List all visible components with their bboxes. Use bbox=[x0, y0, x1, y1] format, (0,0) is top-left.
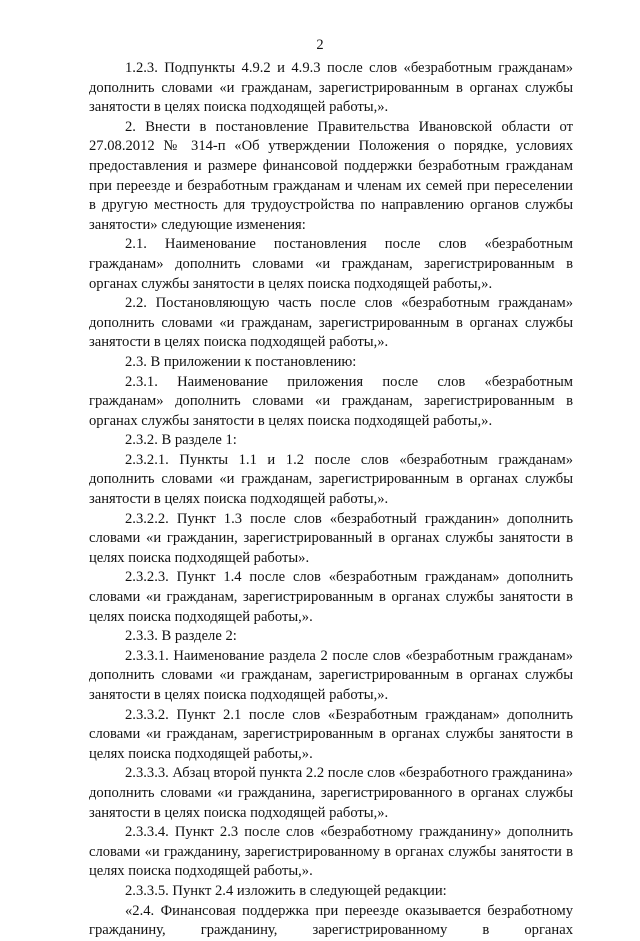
page-number: 2 bbox=[316, 37, 324, 53]
paragraph-2-1: 2.1. Наименование постановления после слов «безработным гражданам» дополнить словами «и гражданам, зарегистрированным в органах службы занятости в целях поиска подходящей работы,». bbox=[89, 236, 573, 292]
paragraph-2-3-3-5: 2.3.3.5. Пункт 2.4 изложить в следующей редакции: bbox=[125, 882, 447, 899]
paragraph-1-2-3: 1.2.3. Подпункты 4.9.2 и 4.9.3 после слов «безработным гражданам» дополнить словами «и гражданам, зарегистрированным в органах службы занятости в целях поиска подходящей работы,». bbox=[89, 60, 573, 116]
paragraph-2-3: 2.3. В приложении к постановлению: bbox=[125, 353, 357, 370]
paragraph-2-3-3-4: 2.3.3.4. Пункт 2.3 после слов «безработному гражданину» дополнить словами «и гражданину, зарегистрированному в органах службы занятости в целях поиска подходящей работы,». bbox=[89, 824, 573, 880]
paragraph-2-3-3: 2.3.3. В разделе 2: bbox=[125, 628, 237, 645]
paragraph-2-3-3-3: 2.3.3.3. Абзац второй пункта 2.2 после слов «безработного гражданина» дополнить словами «и гражданина, зарегистрированного в органах службы занятости в целях поиска подходящей работы,». bbox=[89, 765, 574, 821]
paragraph-2-3-2-2: 2.3.2.2. Пункт 1.3 после слов «безработный гражданин» дополнить словами «и гражданин, зарегистрированный в органах службы занятости в целях поиска подходящей работы». bbox=[89, 510, 573, 566]
paragraph-2-3-2: 2.3.2. В разделе 1: bbox=[125, 432, 237, 449]
paragraph-2-3-2-1: 2.3.2.1. Пункты 1.1 и 1.2 после слов «безработным гражданам» дополнить словами «и гражданам, зарегистрированным в органах службы занятости в целях поиска подходящей работы,». bbox=[89, 451, 573, 508]
paragraph-2: 2. Внести в постановление Правительства Ивановской области от 27.08.2012 № 314-п «Об утверждении Положения о порядке, условиях предоставления и размере финансовой поддержки безработным гражданам при переезде и безработным гражданам и членам их семей при переселении в другую местность для трудоустройства по направлению органов службы занятости» следующие изменения: bbox=[89, 118, 573, 233]
paragraph-2-3-3-1: 2.3.3.1. Наименование раздела 2 после слов «безработным гражданам» дополнить словами «и гражданам, зарегистрированным в органах службы занятости в целях поиска подходящей работы,». bbox=[89, 647, 573, 703]
paragraph-2-3-2-3: 2.3.2.3. Пункт 1.4 после слов «безработным гражданам» дополнить словами «и гражданам, зарегистрированным в органах службы занятости в целях поиска подходящей работы,». bbox=[89, 569, 573, 625]
paragraph-2-4-quote: «2.4. Финансовая поддержка при переезде оказывается безработному гражданину, гражданину, зарегистрированному в органах bbox=[89, 902, 573, 939]
paragraph-2-3-1: 2.3.1. Наименование приложения после слов «безработным гражданам» дополнить словами «и гражданам, зарегистрированным в органах службы занятости в целях поиска подходящей работы,». bbox=[89, 373, 573, 429]
document-body bbox=[89, 59, 573, 941]
paragraph-2-2: 2.2. Постановляющую часть после слов «безработным гражданам» дополнить словами «и гражданам, зарегистрированным в органах службы занятости в целях поиска подходящей работы,». bbox=[89, 295, 573, 351]
paragraph-2-3-3-2: 2.3.3.2. Пункт 2.1 после слов «Безработным гражданам» дополнить словами «и гражданам, зарегистрированным в органах службы занятости в целях поиска подходящей работы,». bbox=[89, 706, 573, 762]
